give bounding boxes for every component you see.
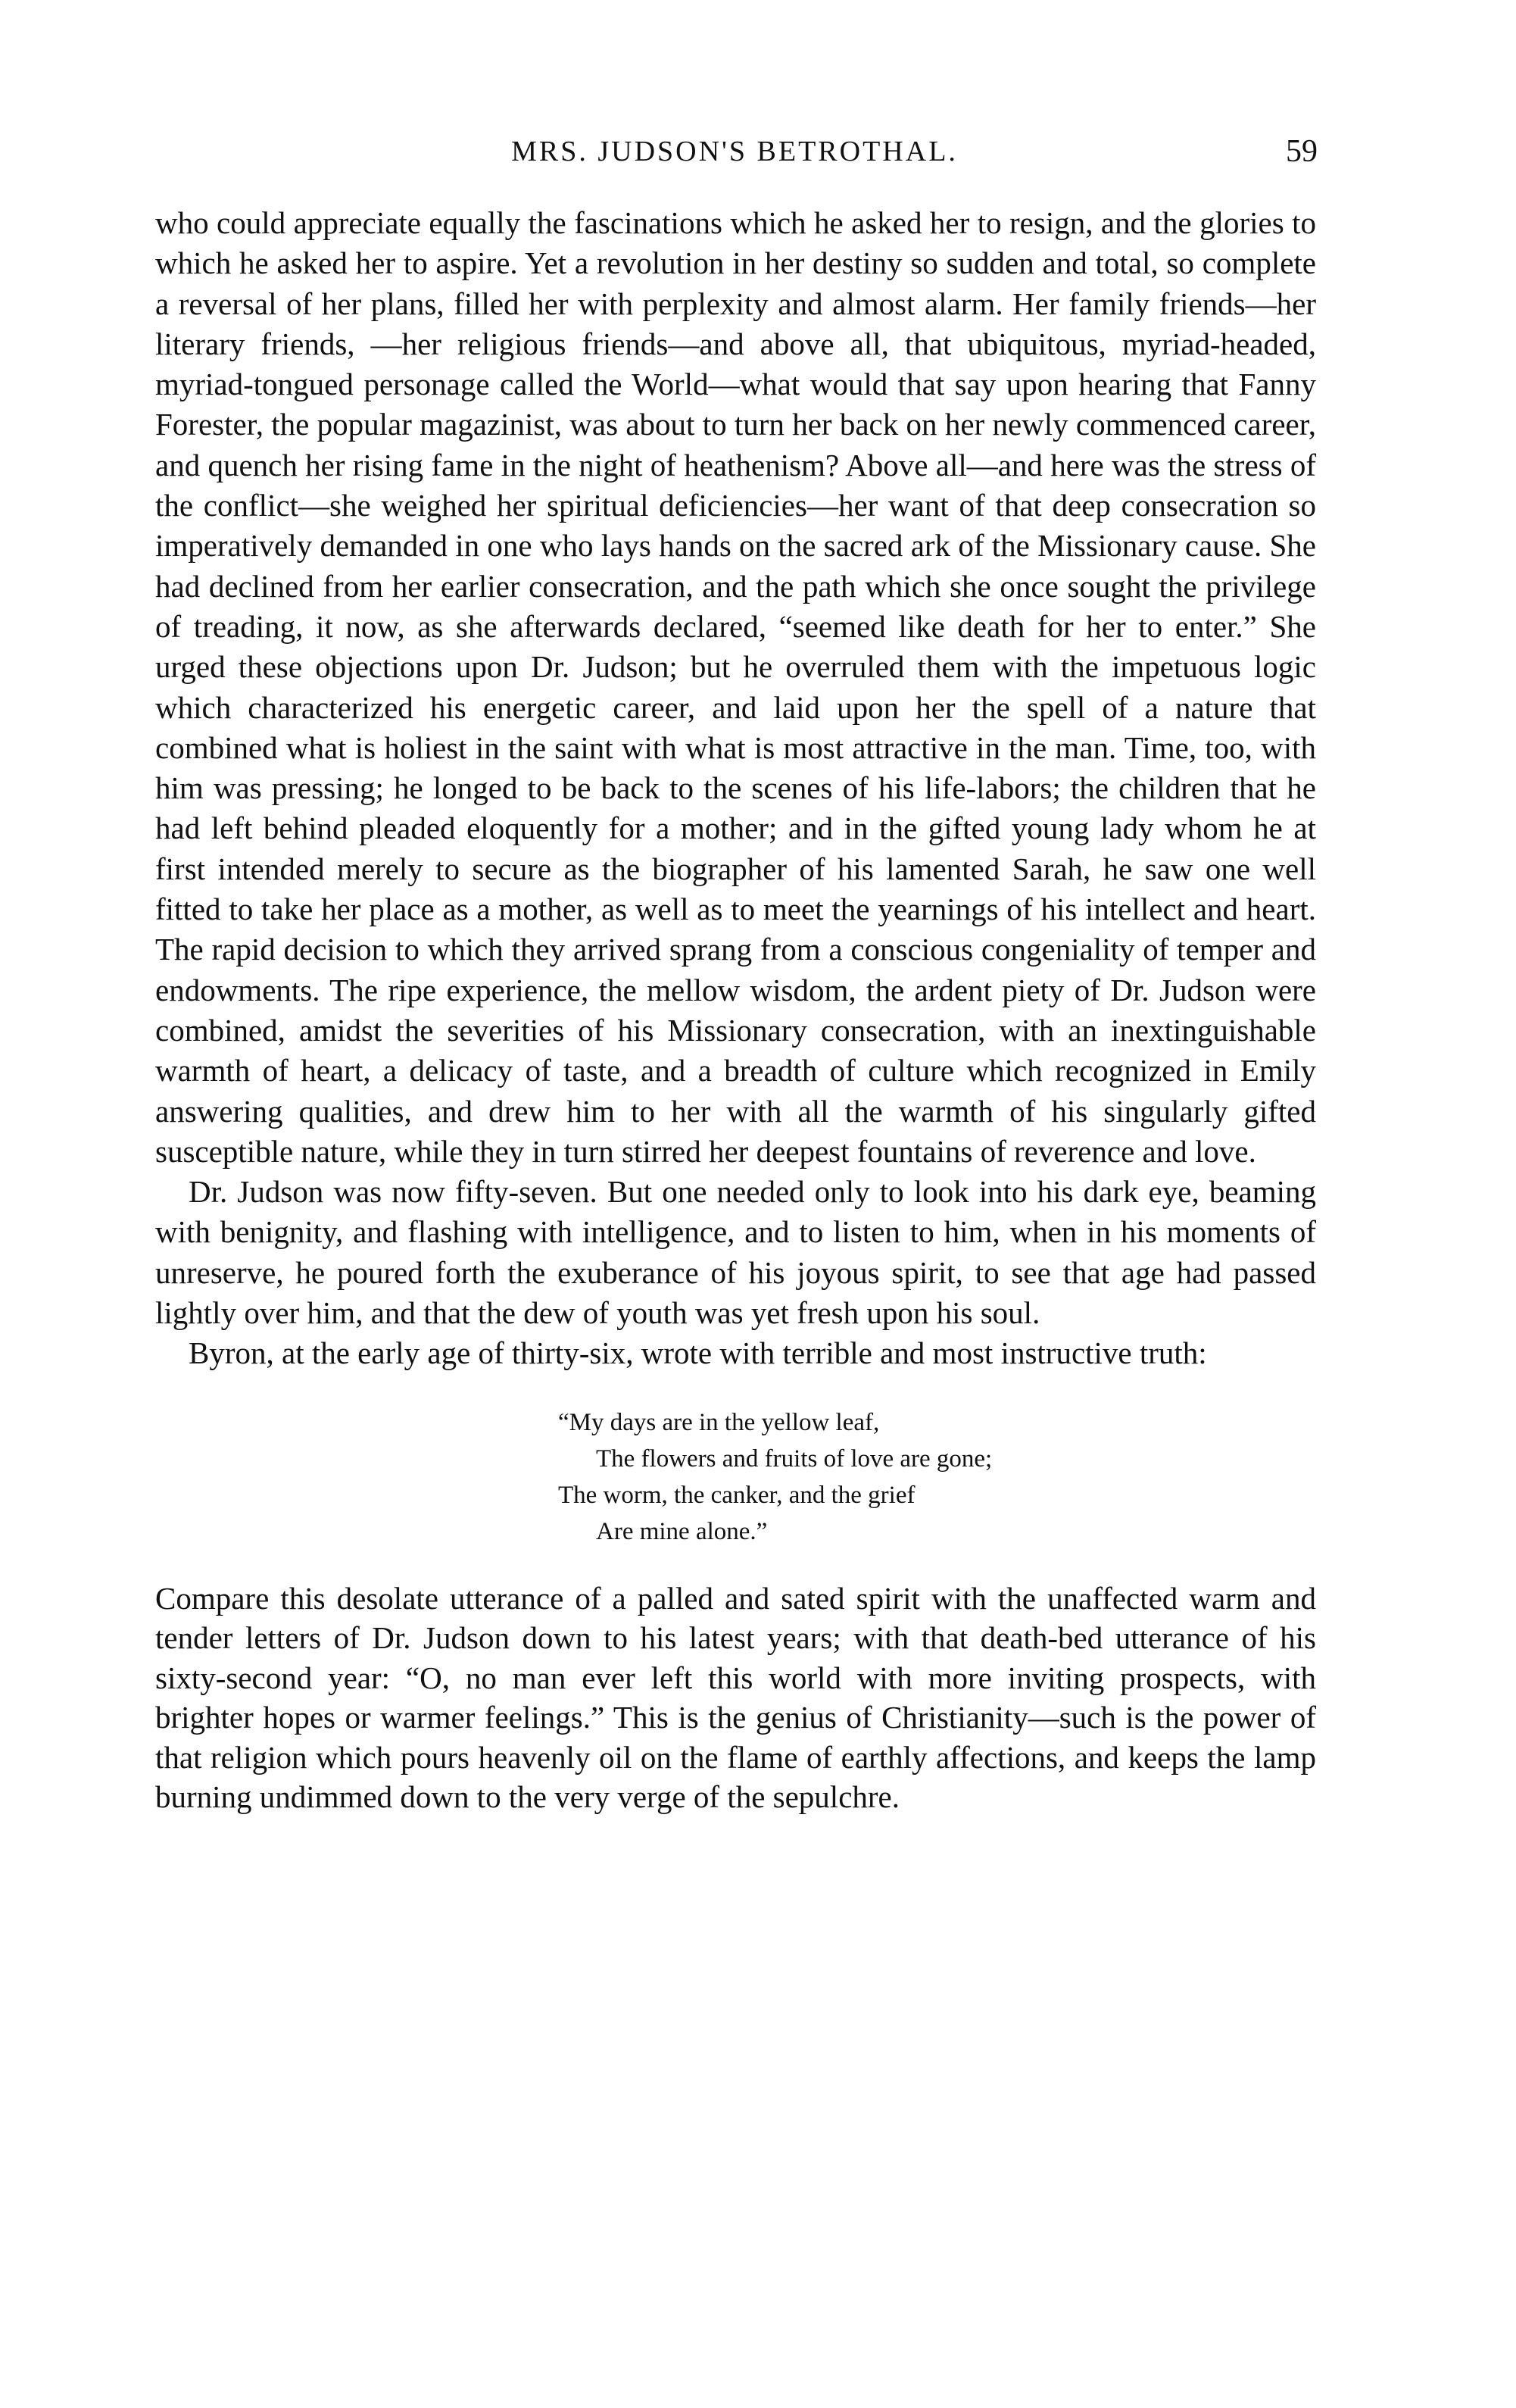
poem-line: The worm, the canker, and the grief bbox=[558, 1481, 916, 1509]
poem-line: “My days are in the yellow leaf, bbox=[558, 1408, 880, 1436]
poem-line: Are mine alone.” bbox=[596, 1517, 768, 1545]
paragraph-compare: Compare this desolate utterance of a palled and sated spirit with the unaffected warm and tender letters of Dr. Judson down to his latest years; with that death-bed utterance of his sixty-second year: “O, no man ever left this world with more inviting prospects, with brighter hopes or warmer feelings.” This is the genius of Christianity—such is the power of that religion which pours heavenly oil on the flame of earthly affections, and keeps the lamp burning undimmed down to the very verge of the sepulchre. bbox=[155, 1580, 1316, 1815]
paragraph-continued: who could appreciate equally the fascinations which he asked her to resign, and the glories to which he asked her to aspire. Yet a revolution in her destiny so sudden and total, so complete a reversal of her plans, filled her with perplexity and almost alarm. Her family friends—her literary friends, —her religious friends—and above all, that ubiquitous, myriad-headed, myriad-tongued personage called the World—what would that say upon hearing that Fanny Forester, the popular magazinist, was about to turn her back on her newly commenced career, and quench her rising fame in the night of heathenism? Above all—and here was the stress of the conflict—she weighed her spiritual deficiencies—her want of that deep consecration so imperatively demanded in one who lays hands on the sacred ark of the Missionary cause. She had declined from her earlier consecration, and the path which she once sought the privilege of treading, it now, as she afterwards declared, “seemed like death for her to enter.” She urged these objections upon Dr. Judson; but he overruled them with the impetuous logic which characterized his energetic career, and laid upon her the spell of a nature that combined what is holiest in the saint with what is most attractive in the man. Time, too, with him was pressing; he longed to be back to the scenes of his life-labors; the children that he had left behind pleaded eloquently for a mother; and in the gifted young lady whom he at first intended merely to secure as the biographer of his lamented Sarah, he saw one well fitted to take her place as a mother, as well as to meet the yearnings of his intellect and heart. The rapid decision to which they arrived sprang from a conscious congeniality of temper and endowments. The ripe experience, the mellow wisdom, the ardent piety of Dr. Judson were combined, amidst the severities of his Missionary consecration, with an inextinguishable warmth of heart, a delicacy of taste, and a breadth of culture which recognized in Emily answering qualities, and drew him to her with all the warmth of his singularly gifted susceptible nature, while they in turn stirred her deepest fountains of reverence and love. bbox=[155, 205, 1316, 1169]
byron-quotation bbox=[558, 1404, 1316, 1550]
paragraph-byron-intro: Byron, at the early age of thirty-six, wrote with terrible and most instructive truth: bbox=[189, 1335, 1207, 1371]
paragraph-judson-age: Dr. Judson was now fifty-seven. But one needed only to look into his dark eye, beaming with benignity, and flashing with intelligence, and to listen to him, when in his moments of unreserve, he poured forth the exuberance of his joyous spirit, to see that age had passed lightly over him, and that the dew of youth was yet fresh upon his soul. bbox=[155, 1174, 1316, 1331]
poem-line: The flowers and fruits of love are gone; bbox=[596, 1444, 993, 1473]
page-number: 59 bbox=[1286, 134, 1318, 169]
page-header bbox=[151, 129, 1318, 174]
body-text bbox=[155, 203, 1316, 1817]
running-title: MRS. JUDSON'S BETROTHAL. bbox=[511, 136, 958, 167]
